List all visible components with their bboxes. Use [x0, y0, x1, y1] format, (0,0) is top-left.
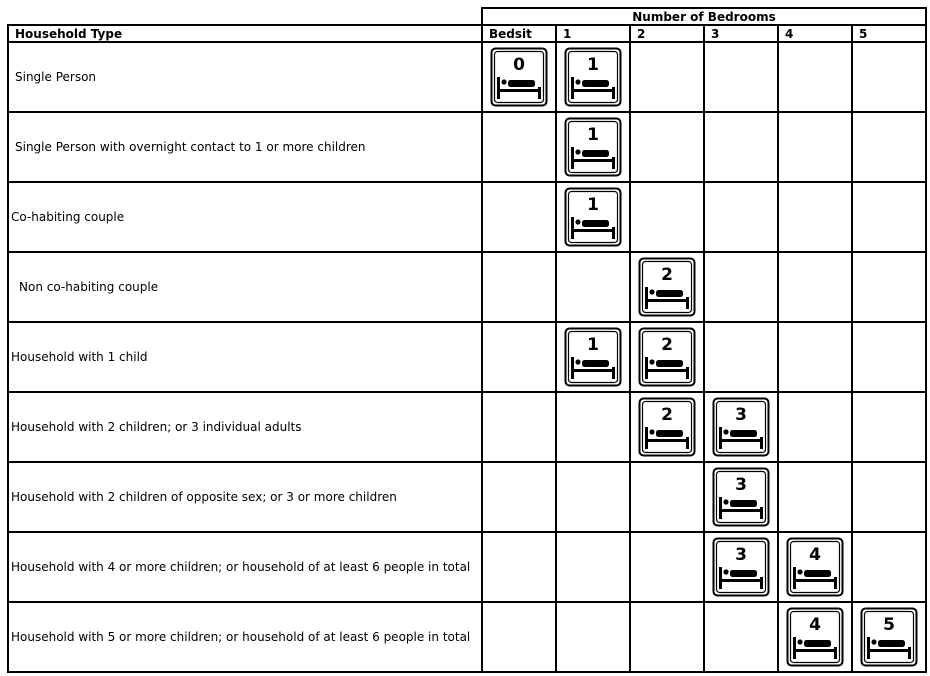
bedroom-cell	[482, 322, 556, 392]
bedroom-cell	[852, 532, 926, 602]
household-type-cell: Single Person with overnight contact to 1 or more children	[8, 112, 482, 182]
bedroom-cell	[852, 322, 926, 392]
bedroom-cell	[630, 602, 704, 672]
bed-icon	[638, 327, 696, 387]
table-row	[8, 252, 926, 322]
column-header-5: 5	[852, 25, 926, 42]
bed-icon	[564, 117, 622, 177]
bed-icon	[860, 607, 918, 667]
bedroom-cell	[630, 42, 704, 112]
bedroom-count-label: 1	[587, 125, 599, 145]
bedroom-cell	[482, 182, 556, 252]
column-header-3: 3	[704, 25, 778, 42]
household-type-cell: Household with 2 children of opposite sex; or 3 or more children	[8, 462, 482, 532]
bedroom-cell	[704, 602, 778, 672]
bedroom-cell	[778, 182, 852, 252]
column-header-2: 2	[630, 25, 704, 42]
bedroom-cell	[852, 602, 926, 672]
bedroom-cell	[852, 42, 926, 112]
bed-icon	[564, 187, 622, 247]
column-header-row	[8, 25, 926, 42]
bedroom-cell	[482, 42, 556, 112]
bedroom-cell	[482, 252, 556, 322]
bedroom-count-label: 2	[661, 265, 673, 285]
column-header-bedsit: Bedsit	[482, 25, 556, 42]
bedroom-cell	[704, 182, 778, 252]
bedroom-table	[7, 7, 927, 673]
bedroom-cell	[778, 462, 852, 532]
group-header-row	[8, 8, 926, 25]
bedroom-cell	[630, 392, 704, 462]
bedroom-cell	[778, 112, 852, 182]
household-type-cell: Household with 4 or more children; or household of at least 6 people in total	[8, 532, 482, 602]
bed-icon	[490, 47, 548, 107]
bedroom-cell	[482, 602, 556, 672]
bedroom-cell	[778, 252, 852, 322]
bedroom-cell	[778, 392, 852, 462]
blank-header-cell	[8, 8, 482, 25]
household-type-cell: Household with 5 or more children; or household of at least 6 people in total	[8, 602, 482, 672]
table-row	[8, 42, 926, 112]
table-row	[8, 602, 926, 672]
household-type-cell: Household with 2 children; or 3 individual adults	[8, 392, 482, 462]
household-type-cell: Single Person	[8, 42, 482, 112]
bedroom-cell	[704, 322, 778, 392]
household-type-cell: Household with 1 child	[8, 322, 482, 392]
bedroom-cell	[852, 252, 926, 322]
bedroom-cell	[482, 462, 556, 532]
bedroom-count-label: 2	[661, 405, 673, 425]
bedroom-cell	[556, 392, 630, 462]
bedroom-cell	[778, 322, 852, 392]
bedroom-count-label: 0	[513, 55, 525, 75]
bedroom-cell	[556, 602, 630, 672]
bedroom-cell	[482, 532, 556, 602]
bedroom-cell	[630, 532, 704, 602]
bedroom-cell	[704, 392, 778, 462]
bed-icon	[712, 467, 770, 527]
bed-icon	[638, 397, 696, 457]
bedroom-cell	[556, 462, 630, 532]
bed-icon	[712, 397, 770, 457]
bedroom-cell	[482, 392, 556, 462]
bedroom-cell	[630, 462, 704, 532]
household-type-cell: Co-habiting couple	[8, 182, 482, 252]
household-type-cell: Non co-habiting couple	[8, 252, 482, 322]
table-body	[8, 42, 926, 672]
bedroom-cell	[630, 182, 704, 252]
bedroom-cell	[556, 182, 630, 252]
bedroom-cell	[630, 322, 704, 392]
bedroom-count-label: 1	[587, 195, 599, 215]
bed-icon	[564, 47, 622, 107]
table-row	[8, 392, 926, 462]
bedrooms-group-header: Number of Bedrooms	[482, 8, 926, 25]
table-row	[8, 322, 926, 392]
table-row	[8, 112, 926, 182]
bedroom-count-label: 4	[809, 615, 821, 635]
bedroom-cell	[556, 42, 630, 112]
bedroom-cell	[778, 532, 852, 602]
bedroom-cell	[852, 112, 926, 182]
bed-icon	[786, 607, 844, 667]
bed-icon	[786, 537, 844, 597]
bedroom-cell	[704, 252, 778, 322]
bedroom-cell	[852, 462, 926, 532]
column-header-4: 4	[778, 25, 852, 42]
bedroom-cell	[704, 42, 778, 112]
bedroom-count-label: 3	[735, 545, 747, 565]
table-row	[8, 532, 926, 602]
table-row	[8, 462, 926, 532]
table-row	[8, 182, 926, 252]
bedroom-cell	[556, 112, 630, 182]
bedroom-count-label: 2	[661, 335, 673, 355]
bedroom-cell	[704, 462, 778, 532]
bedroom-count-label: 1	[587, 335, 599, 355]
bedroom-cell	[704, 532, 778, 602]
bedroom-cell	[556, 532, 630, 602]
bedroom-count-label: 4	[809, 545, 821, 565]
bedroom-cell	[630, 252, 704, 322]
bedroom-cell	[852, 182, 926, 252]
bedroom-count-label: 1	[587, 55, 599, 75]
bedroom-cell	[556, 322, 630, 392]
bedroom-cell	[482, 112, 556, 182]
bedroom-count-label: 3	[735, 405, 747, 425]
bed-icon	[712, 537, 770, 597]
bedroom-count-label: 5	[883, 615, 895, 635]
bedroom-cell	[852, 392, 926, 462]
bedroom-cell	[630, 112, 704, 182]
bedroom-cell	[556, 252, 630, 322]
household-type-header: Household Type	[8, 25, 482, 42]
bedroom-cell	[778, 602, 852, 672]
bed-icon	[564, 327, 622, 387]
bedroom-cell	[704, 112, 778, 182]
bed-icon	[638, 257, 696, 317]
bedroom-cell	[778, 42, 852, 112]
bedroom-count-label: 3	[735, 475, 747, 495]
column-header-1: 1	[556, 25, 630, 42]
